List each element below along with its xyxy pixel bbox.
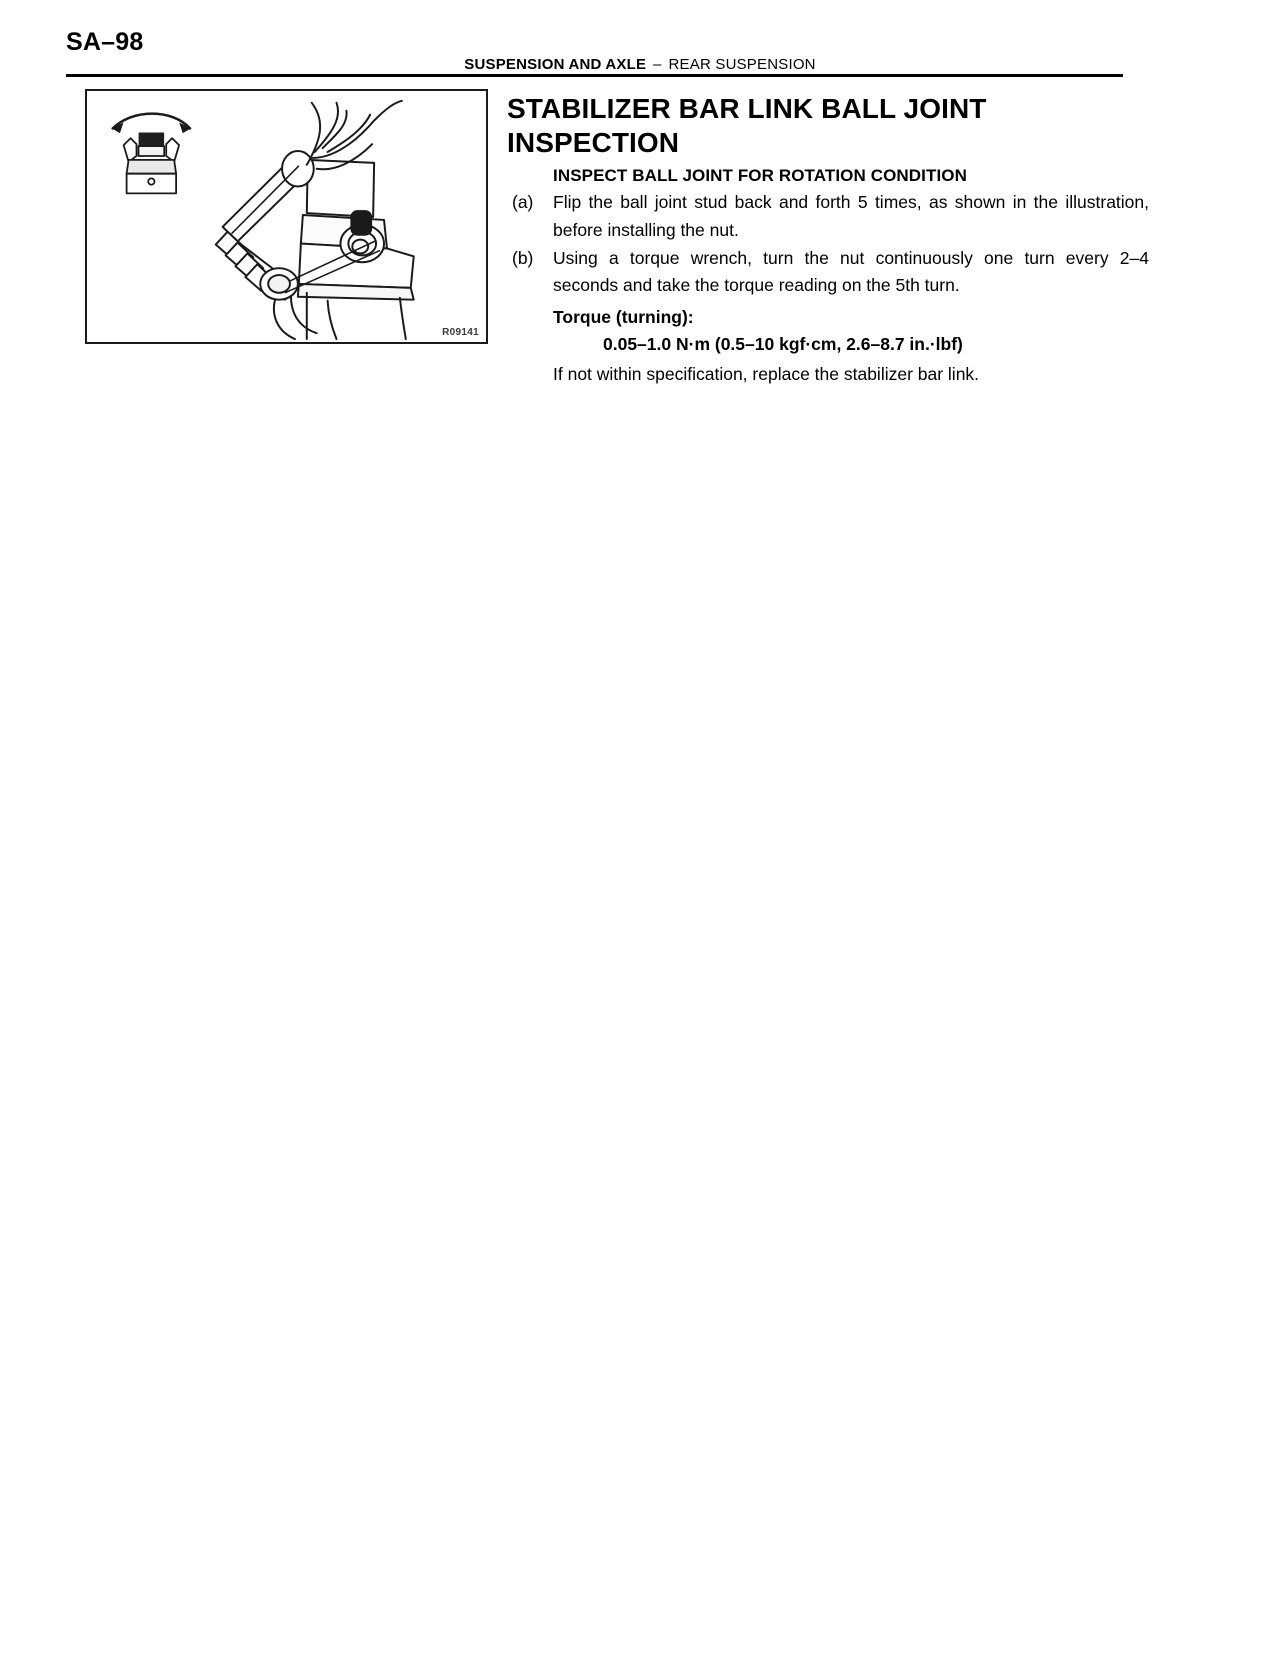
step-text-a: Flip the ball joint stud back and forth 5 times, as shown in the illustration, before installing the nut. <box>553 192 1149 240</box>
page-title: STABILIZER BAR LINK BALL JOINT INSPECTION <box>507 93 987 159</box>
breadcrumb-subsection: REAR SUSPENSION <box>668 56 816 73</box>
step-text-b: Using a torque wrench, turn the nut continuously one turn every 2–4 seconds and take the torque reading on the 5th turn. <box>553 247 1149 296</box>
ball-joint-inspection-illustration <box>87 91 486 342</box>
procedure-content <box>507 92 1149 387</box>
torque-specification-label: Torque (turning): <box>553 306 694 327</box>
figure-reference-code: R09141 <box>442 327 479 338</box>
illustration-panel <box>85 89 488 344</box>
breadcrumb-section: SUSPENSION AND AXLE <box>464 56 647 73</box>
breadcrumb-separator: – <box>653 56 662 73</box>
procedure-closing-note: If not within specification, replace the stabilizer bar link. <box>553 364 980 384</box>
step-marker-b: (b) <box>512 247 534 268</box>
procedure-step-a <box>507 189 1149 244</box>
page-number: SA–98 <box>66 28 144 56</box>
section-breadcrumb <box>0 56 1280 73</box>
procedure-step-b <box>507 245 1149 300</box>
header-divider <box>66 74 1123 77</box>
procedure-subtitle: INSPECT BALL JOINT FOR ROTATION CONDITION <box>553 166 967 186</box>
torque-specification-value: 0.05–1.0 N·m (0.5–10 kgf·cm, 2.6–8.7 in.·lbf) <box>603 333 963 354</box>
step-marker-a: (a) <box>512 192 534 213</box>
